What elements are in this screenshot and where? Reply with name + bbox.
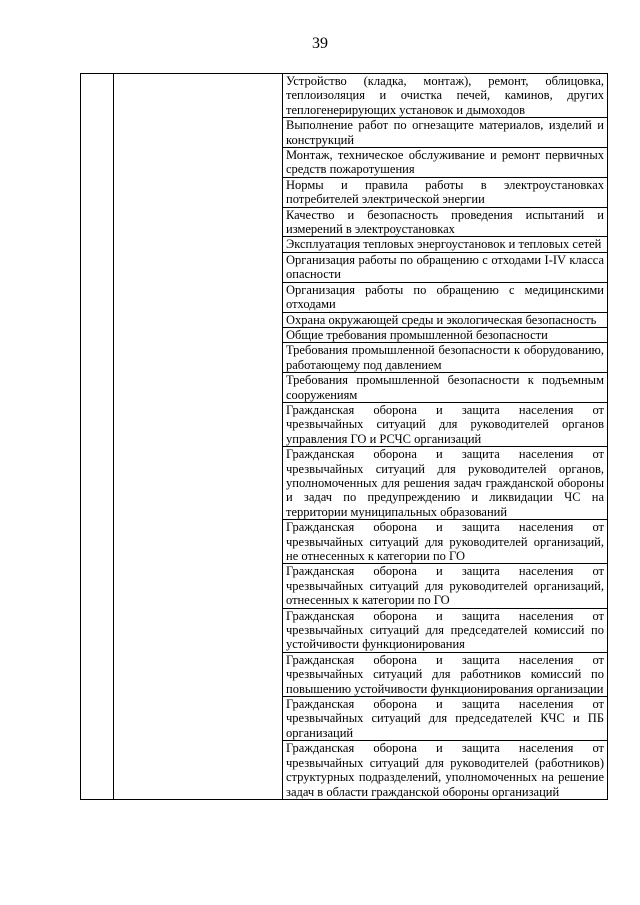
- program-topic-cell: Выполнение работ по огнезащите материалов, изделий и конструкций: [283, 118, 608, 148]
- program-topic-cell: Гражданская оборона и защита населения от чрезвычайных ситуаций для руководителей организаций, отнесенных к категории по ГО: [283, 564, 608, 608]
- table-row: [81, 74, 608, 118]
- program-topic-cell: Гражданская оборона и защита населения от чрезвычайных ситуаций для руководителей организаций, не отнесенных к категории по ГО: [283, 520, 608, 564]
- program-topic-cell: Общие требования промышленной безопасности: [283, 327, 608, 342]
- number-column-cell: [81, 74, 114, 800]
- program-topic-cell: Гражданская оборона и защита населения от чрезвычайных ситуаций для работников комиссий по повышению устойчивости функционирования организации: [283, 652, 608, 696]
- program-topic-cell: Гражданская оборона и защита населения от чрезвычайных ситуаций для руководителей органов, уполномоченных для решения задач гражданской обороны и задач по предупреждению и ликвидации ЧС на территории муниципальных образований: [283, 447, 608, 520]
- program-topic-cell: Требования промышленной безопасности к оборудованию, работающему под давлением: [283, 343, 608, 373]
- program-table: [80, 73, 608, 800]
- program-topic-cell: Гражданская оборона и защита населения от чрезвычайных ситуаций для руководителей (работников) структурных подразделений, уполномоченных на решение задач в области гражданской обороны организаций: [283, 741, 608, 800]
- program-topic-cell: Эксплуатация тепловых энергоустановок и тепловых сетей: [283, 237, 608, 252]
- program-topic-cell: Гражданская оборона и защита населения от чрезвычайных ситуаций для председателей комиссий по устойчивости функционирования: [283, 608, 608, 652]
- page-number: 39: [312, 35, 328, 52]
- program-topic-cell: Гражданская оборона и защита населения от чрезвычайных ситуаций для руководителей органов управления ГО и РСЧС организаций: [283, 402, 608, 446]
- organization-column-cell: [114, 74, 283, 800]
- table-body: [81, 74, 608, 800]
- program-topic-cell: Устройство (кладка, монтаж), ремонт, облицовка, теплоизоляция и очистка печей, каминов, других теплогенерирующих установок и дымоходов: [283, 74, 608, 118]
- program-topic-cell: Охрана окружающей среды и экологическая безопасность: [283, 312, 608, 327]
- program-topic-cell: Организация работы по обращению с отходами I-IV класса опасности: [283, 252, 608, 282]
- program-topic-cell: Требования промышленной безопасности к подъемным сооружениям: [283, 373, 608, 403]
- program-topic-cell: Гражданская оборона и защита населения от чрезвычайных ситуаций для председателей КЧС и ПБ организаций: [283, 697, 608, 741]
- program-topic-cell: Организация работы по обращению с медицинскими отходами: [283, 282, 608, 312]
- program-topic-cell: Качество и безопасность проведения испытаний и измерений в электроустановках: [283, 207, 608, 237]
- program-topic-cell: Монтаж, техническое обслуживание и ремонт первичных средств пожаротушения: [283, 148, 608, 178]
- program-topic-cell: Нормы и правила работы в электроустановках потребителей электрической энергии: [283, 177, 608, 207]
